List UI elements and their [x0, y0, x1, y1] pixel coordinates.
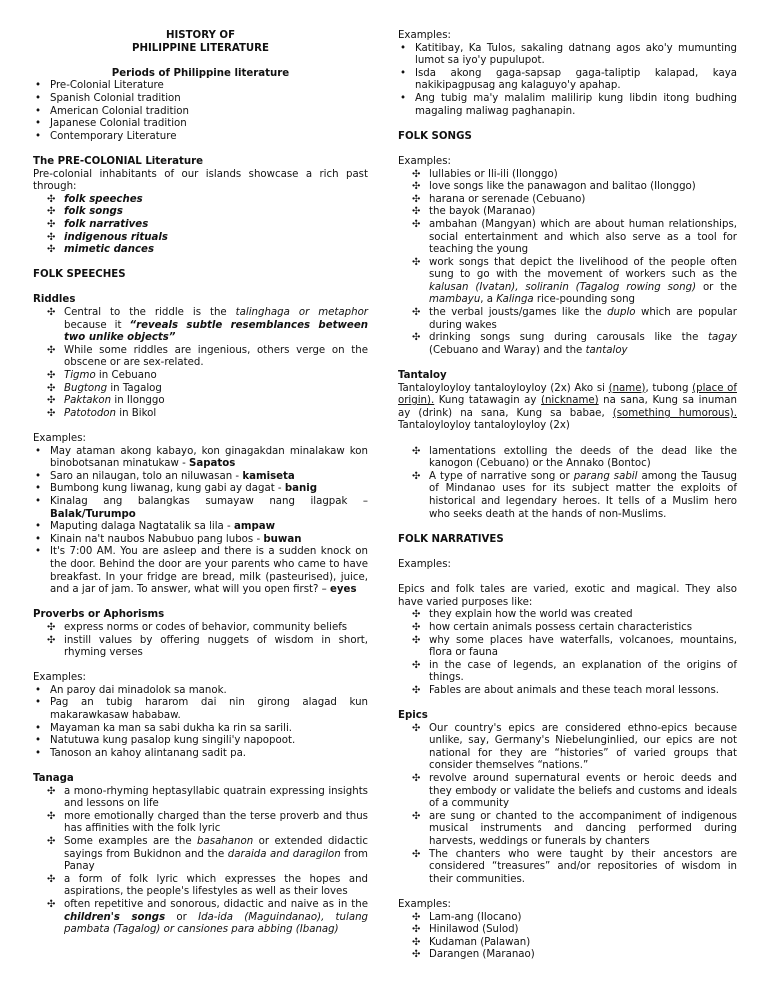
bullet-icon: ✣ — [47, 244, 56, 256]
bullet-icon: ✣ — [47, 810, 56, 822]
bullet-icon: ✣ — [47, 307, 56, 319]
list-item: ✣ Hinilawod (Sulod) — [412, 924, 519, 936]
doc-title-line1: HISTORY OF — [165, 30, 236, 41]
list-item: ✣ often repetitive and sonorous, didactic and naive as in the children's songs or Ida-ida (Maguindanao), tulang pambata (Tagalog) or cansiones para abbing (Ibanag) — [47, 898, 368, 936]
bullet-icon: ✣ — [412, 168, 421, 180]
tanaga-examples-list — [398, 43, 737, 119]
folk-songs-list — [398, 169, 737, 358]
bullet-icon: ✣ — [47, 898, 56, 910]
proverb-examples-list — [33, 685, 368, 761]
bullet-icon: ✣ — [412, 256, 421, 268]
list-item: • May ataman akong kabayo, kon ginagakdan minalakaw kon binobotsanan minatukaw - Sapatos — [33, 446, 368, 471]
list-item: ✣ love songs like the panawagon and balitao (Ilonggo) — [412, 181, 696, 193]
examples-label: Examples: — [398, 155, 451, 167]
bullet-icon: ✣ — [412, 810, 421, 822]
list-item: ✣ in the case of legends, an explanation of the origins of things. — [412, 659, 737, 684]
list-item: ✣ The chanters who were taught by their ancestors are considered “treasures” and/or repositories of wisdom in their communities. — [412, 848, 737, 885]
list-item: ✣ Darangen (Maranao) — [412, 949, 535, 961]
tanaga-list — [33, 786, 368, 937]
list-item: • Maputing dalaga Nagtatalik sa lila - ampaw — [33, 521, 368, 534]
epics-list — [398, 723, 737, 887]
list-item: ✣ more emotionally charged than the terse proverb and thus has affinities with the folk lyric — [47, 810, 368, 835]
bullet-icon: ✣ — [412, 936, 421, 948]
examples-label: Examples: — [33, 672, 86, 684]
list-item: ✣ mimetic dances — [47, 244, 155, 256]
folk-narratives-heading: FOLK NARRATIVES — [398, 533, 504, 545]
list-item: ✣ Kudaman (Palawan) — [412, 936, 531, 948]
list-item: ✣ how certain animals possess certain characteristics — [412, 621, 693, 633]
left-column — [33, 30, 368, 937]
list-item: ✣ lullabies or Ili-ili (Ilonggo) — [412, 168, 558, 180]
bullet-icon: ✣ — [412, 307, 421, 319]
list-item: ✣ Tigmo in Cebuano — [47, 370, 157, 382]
examples-label: Examples: — [398, 898, 451, 910]
bullet-icon: ✣ — [47, 193, 56, 205]
list-item: ✣ they explain how the world was created — [412, 609, 633, 621]
bullet-icon: ✣ — [412, 193, 421, 205]
bullet-icon: ✣ — [412, 621, 421, 633]
precolonial-text: Pre-colonial inhabitants of our islands showcase a rich past through: — [33, 168, 368, 193]
list-item: • Tanoson an kahoy alintanang sadit pa. — [33, 748, 368, 761]
list-item: ✣ folk narratives — [47, 218, 149, 230]
right-column — [398, 30, 737, 962]
tantaloy-heading: Tantaloy — [398, 370, 447, 382]
bullet-icon: ✣ — [412, 470, 421, 482]
list-item: • Katitibay, Ka Tulos, sakaling datnang agos ako'y mumunting lumot sa iyo'y pupulupot. — [398, 43, 737, 68]
list-item: • American Colonial tradition — [33, 106, 368, 119]
list-item: ✣ lamentations extolling the deeds of the dead like the kanogon (Cebuano) or the Annako (Bontoc) — [412, 445, 737, 470]
bullet-icon: ✣ — [412, 634, 421, 646]
periods-heading: Periods of Philippine literature — [111, 67, 290, 79]
list-item: ✣ Fables are about animals and these teach moral lessons. — [412, 684, 720, 696]
bullet-icon: ✣ — [412, 848, 421, 860]
list-item: • Isda akong gaga-sapsap gaga-taliptip kalapad, kaya nakikipagpusag ang kalaguyo'y apahap. — [398, 68, 737, 93]
bullet-icon: ✣ — [412, 609, 421, 621]
list-item: ✣ drinking songs sung during carousals like the tagay (Cebuano and Waray) and the tantaloy — [412, 332, 737, 356]
bullet-icon: ✣ — [412, 911, 421, 923]
doc-title-line2: PHILIPPINE LITERATURE — [132, 42, 269, 54]
list-item: • Pre-Colonial Literature — [33, 80, 368, 93]
folk-narratives-text: Epics and folk tales are varied, exotic and magical. They also have varied purposes like: — [398, 584, 737, 608]
periods-list — [33, 80, 368, 143]
bullet-icon: ✣ — [47, 395, 56, 407]
list-item: ✣ Patotodon in Bikol — [47, 407, 157, 419]
tantaloy-lyrics: Tantaloyloyloy tantaloyloyloy (2x) Ako si (name), tubong (place of origin). Kung tatawagin ay (nickname) na sana, Kung sa inuman ay (drink) na sana, Kung sa babae, (something humorous). Tantaloyloyloy tantaloyloyloy (2x) — [398, 382, 737, 432]
list-item: • Contemporary Literature — [33, 131, 368, 144]
list-item: • Kinalag ang balangkas sumayaw nang ilagpak – Balak/Turumpo — [33, 496, 368, 521]
examples-label: Examples: — [33, 433, 86, 444]
list-item: ✣ express norms or codes of behavior, community beliefs — [47, 621, 348, 633]
list-item: ✣ work songs that depict the livelihood of the people often sung to go with the movement of workers such as the kalusan (Ivatan), soliranin (Tagalog rowing song) or the mambayu, a Kalinga rice-pounding song — [412, 256, 737, 306]
riddle-examples-list — [33, 446, 368, 597]
examples-label: Examples: — [398, 30, 451, 41]
riddles-heading: Riddles — [33, 294, 76, 306]
list-item: • Bumbong kung liwanag, kung gabi ay dagat - banig — [33, 483, 368, 496]
list-item: ✣ harana or serenade (Cebuano) — [412, 193, 586, 205]
bullet-icon: ✣ — [412, 206, 421, 218]
bullet-icon: ✣ — [47, 634, 56, 646]
bullet-icon: ✣ — [47, 621, 56, 633]
list-item: • It's 7:00 AM. You are asleep and there is a sudden knock on the door. Behind the door are your parents who came to have breakfast. In your fridge are bread, milk (pasteurised), juice, and a jar of jam. To answer, what will you open first? – eyes — [33, 546, 368, 596]
list-item: • Saro an nilaugan, tolo an niluwasan - kamiseta — [33, 471, 368, 484]
bullet-icon: ✣ — [47, 344, 56, 356]
list-item: ✣ Some examples are the basahanon or extended didactic sayings from Bukidnon and the daraida and daragilon from Panay — [47, 836, 368, 873]
examples-label: Examples: — [398, 558, 451, 570]
list-item: • Japanese Colonial tradition — [33, 118, 368, 131]
list-item: ✣ While some riddles are ingenious, others verge on the obscene or are sex-related. — [47, 344, 368, 369]
list-item: ✣ Our country's epics are considered ethno-epics because unlike, say, Germany's Niebelunginlied, our epics are not national for they are “histories” of varied groups that consider themselves “nations.” — [412, 722, 737, 772]
list-item: ✣ revolve around supernatural events or heroic deeds and they embody or validate the beliefs and customs and ideals of a community — [412, 773, 737, 810]
list-item: • Pag an tubig hararom dai nin girong alagad kun makarawkasaw hababaw. — [33, 697, 368, 722]
list-item: ✣ instill values by offering nuggets of wisdom in short, rhyming verses — [47, 634, 368, 659]
list-item: ✣ the verbal jousts/games like the duplo which are popular during wakes — [412, 307, 737, 331]
bullet-icon: ✣ — [412, 773, 421, 785]
bullet-icon: ✣ — [47, 231, 56, 243]
precolonial-list — [33, 194, 368, 257]
list-item: • Kinain na't naubos Nabubuo pang lubos - buwan — [33, 534, 368, 547]
bullet-icon: ✣ — [412, 684, 421, 696]
folk-narratives-list — [398, 609, 737, 697]
bullet-icon: ✣ — [47, 218, 56, 230]
bullet-icon: ✣ — [412, 181, 421, 193]
list-item: • An paroy dai minadolok sa manok. — [33, 685, 368, 698]
list-item: ✣ the bayok (Maranao) — [412, 206, 536, 218]
list-item: ✣ are sung or chanted to the accompaniment of indigenous musical instruments and dancing performed during harvests, weddings or funerals by chanters — [412, 810, 737, 847]
bullet-icon: ✣ — [412, 445, 421, 457]
list-item: ✣ indigenous rituals — [47, 231, 168, 243]
epics-heading: Epics — [398, 710, 428, 722]
list-item: ✣ folk speeches — [47, 193, 143, 205]
bullet-icon: ✣ — [47, 206, 56, 218]
bullet-icon: ✣ — [47, 836, 56, 847]
list-item: ✣ why some places have waterfalls, volcanoes, mountains, flora or fauna — [412, 634, 737, 659]
folk-songs-heading: FOLK SONGS — [398, 130, 472, 142]
list-item: ✣ Paktakon in Ilonggo — [47, 395, 165, 407]
riddles-list — [33, 307, 368, 420]
proverbs-heading: Proverbs or Aphorisms — [33, 609, 165, 621]
list-item: ✣ A type of narrative song or parang sabil among the Tausug of Mindanao uses for its subject matter the exploits of historical and legendary heroes. It tells of a Muslim hero who seeks death at the hands of non-Muslims. — [412, 470, 737, 520]
epics-examples-list — [398, 912, 737, 962]
bullet-icon: ✣ — [412, 924, 421, 936]
bullet-icon: ✣ — [47, 407, 56, 419]
tanaga-heading: Tanaga — [33, 773, 74, 785]
list-item: • Ang tubig ma'y malalim malilirip kung libdin itong budhing magaling maliwag paghanapin. — [398, 93, 737, 118]
bullet-icon: ✣ — [412, 218, 421, 230]
bullet-icon: ✣ — [412, 659, 421, 671]
bullet-icon: ✣ — [47, 785, 56, 797]
bullet-icon: ✣ — [412, 332, 421, 344]
bullet-icon: ✣ — [412, 722, 421, 734]
proverbs-list — [33, 622, 368, 660]
precolonial-heading: The PRE-COLONIAL Literature — [33, 155, 204, 167]
list-item: ✣ Central to the riddle is the talinghaga or metaphor because it “reveals subtle resemblances between two unlike objects” — [47, 307, 368, 344]
list-item: • Natutuwa kung pasalop kung singili'y napopoot. — [33, 735, 368, 748]
folk-speeches-heading: FOLK SPEECHES — [33, 269, 126, 281]
bullet-icon: ✣ — [47, 873, 56, 885]
list-item: ✣ ambahan (Mangyan) which are about human relationships, social entertainment and which also serve as a tool for teaching the young — [412, 218, 737, 256]
tantaloy-list — [398, 446, 737, 522]
list-item: ✣ a form of folk lyric which expresses the hopes and aspirations, the people's lifestyles as well as their loves — [47, 873, 368, 898]
list-item: • Spanish Colonial tradition — [33, 93, 368, 106]
list-item: ✣ Bugtong in Tagalog — [47, 382, 162, 394]
list-item: ✣ Lam-ang (Ilocano) — [412, 911, 522, 923]
list-item: ✣ a mono-rhyming heptasyllabic quatrain expressing insights and lessons on life — [47, 785, 368, 810]
list-item: ✣ folk songs — [47, 206, 123, 218]
list-item: • Mayaman ka man sa sabi dukha ka rin sa sarili. — [33, 723, 368, 736]
bullet-icon: ✣ — [412, 949, 421, 961]
bullet-icon: ✣ — [47, 370, 56, 382]
bullet-icon: ✣ — [47, 382, 56, 394]
